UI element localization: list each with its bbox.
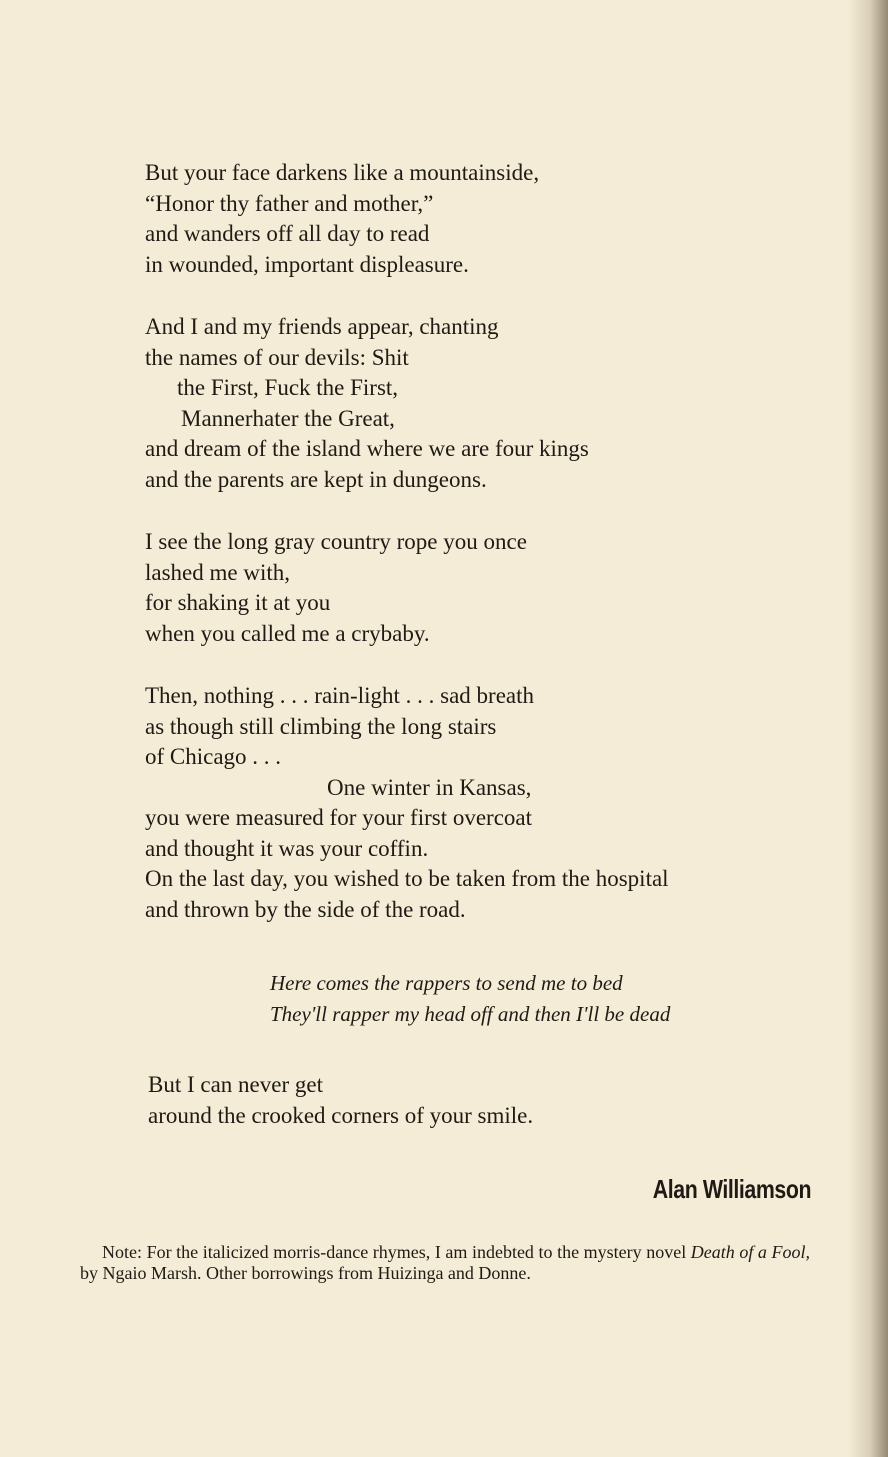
poem-line: And I and my friends appear, chanting	[145, 314, 499, 339]
stanza-1	[145, 158, 785, 280]
footnote-prefix: Note: For the italicized morris-dance rhymes, I am indebted to the mystery novel	[102, 1242, 691, 1262]
poem-line: One winter in Kansas,	[327, 774, 532, 800]
poem-line: the names of our devils: Shit	[145, 344, 409, 370]
poem-line: lashed me with,	[145, 559, 290, 585]
stanza-5	[148, 1070, 533, 1131]
poem-line: as though still climbing the long stairs	[145, 713, 497, 739]
poem-line: around the crooked corners of your smile.	[148, 1102, 534, 1128]
poem-line: of Chicago . . .	[145, 744, 282, 769]
poem-line: “Honor thy father and mother,”	[145, 190, 434, 216]
poem-line: But your face darkens like a mountainside,	[145, 160, 540, 185]
poem-line: But I can never get	[148, 1072, 323, 1097]
poem-line: and thought it was your coffin.	[145, 835, 429, 861]
footnote-book-title: Death of a Fool,	[690, 1242, 810, 1262]
poem-line: for shaking it at you	[145, 590, 331, 615]
poem-line: the First, Fuck the First,	[177, 375, 399, 400]
author-name: Alan Williamson	[652, 1174, 811, 1204]
morris-dance-rhyme	[270, 968, 670, 1029]
poem-line: you were measured for your first overcoat	[145, 805, 533, 830]
rhyme-line: They'll rapper my head off and then I'll be dead	[270, 1001, 671, 1026]
footnote-suffix: by Ngaio Marsh. Other borrowings from Huizinga and Donne.	[80, 1263, 531, 1283]
stanza-2	[145, 312, 785, 495]
rhyme-line: Here comes the rappers to send me to bed	[270, 971, 623, 995]
poem-body	[145, 158, 785, 957]
poem-line: and wanders off all day to read	[145, 221, 430, 246]
footnote	[80, 1242, 810, 1284]
poem-line: On the last day, you wished to be taken from the hospital	[145, 866, 669, 891]
poem-line: and thrown by the side of the road.	[145, 896, 466, 922]
poem-line: and the parents are kept in dungeons.	[145, 466, 487, 492]
poem-line: Mannerhater the Great,	[181, 405, 395, 431]
poem-line: and dream of the island where we are four kings	[145, 436, 589, 461]
poem-line: Then, nothing . . . rain-light . . . sad breath	[145, 683, 535, 708]
page-edge-shadow	[848, 0, 888, 1457]
poem-line: when you called me a crybaby.	[145, 620, 430, 646]
poem-line: in wounded, important displeasure.	[145, 251, 469, 277]
stanza-3	[145, 527, 785, 649]
stanza-4	[145, 681, 785, 925]
poem-line: I see the long gray country rope you once	[145, 529, 527, 554]
